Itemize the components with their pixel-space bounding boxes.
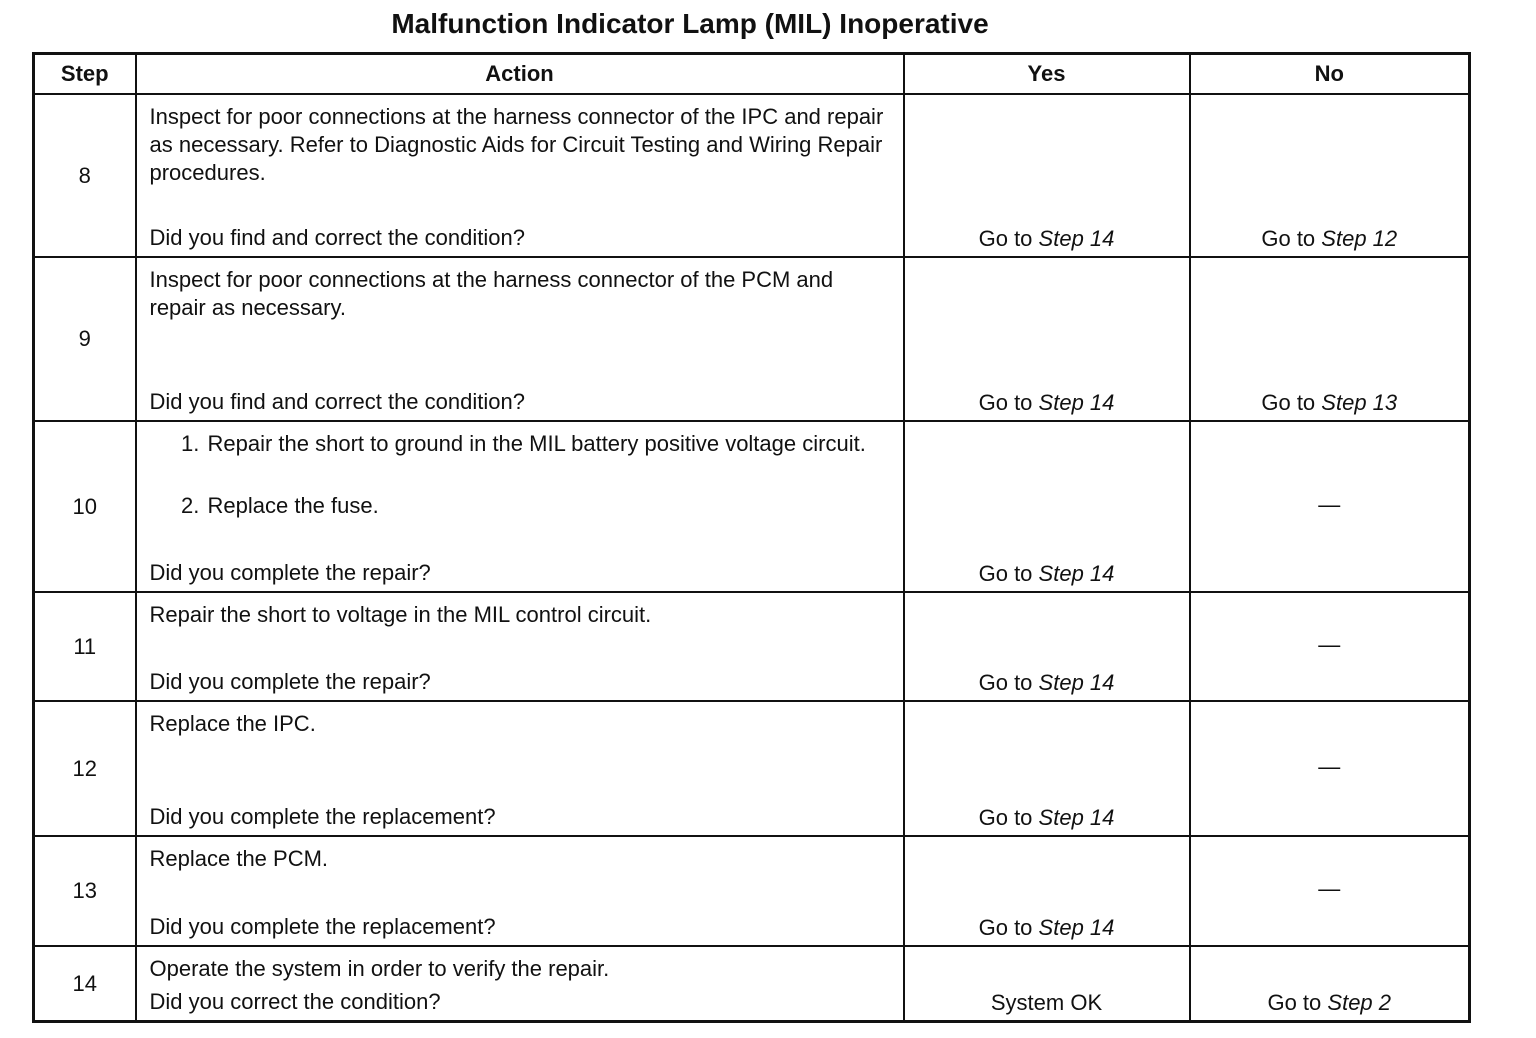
action-question: Did you complete the replacement? [149,914,496,939]
yes-prefix: Go to [978,805,1033,830]
action-text: Operate the system in order to verify the repair. [149,956,610,981]
yes-step-ref: Step 14 [1038,805,1115,830]
yes-cell: System OK [904,946,1190,1022]
yes-prefix: Go to [978,915,1033,940]
step-number: 8 [34,94,136,257]
action-question: Did you complete the repair? [149,669,431,694]
step-number: 12 [34,701,136,836]
yes-cell [904,421,1190,592]
no-step-ref: Step 13 [1321,390,1398,415]
step-number: 9 [34,257,136,421]
yes-cell [904,701,1190,836]
header-action: Action [136,54,904,95]
yes-prefix: Go to [978,390,1033,415]
header-step: Step [34,54,136,95]
action-list-item: 1. Repair the short to ground in the MIL battery positive voltage circuit. [206,430,893,458]
action-cell [136,94,904,257]
step-number: 13 [34,836,136,946]
yes-prefix: Go to [978,226,1033,251]
step-number: 14 [34,946,136,1022]
yes-prefix: Go to [978,561,1033,586]
page-title: Malfunction Indicator Lamp (MIL) Inoperative [391,8,989,39]
table-row [34,836,1470,946]
no-cell-dash: — [1190,592,1470,701]
no-step-ref: Step 2 [1327,990,1392,1015]
step-number: 10 [34,421,136,592]
action-question: Did you complete the repair? [149,560,431,585]
action-cell [136,421,904,592]
action-text: Repair the short to voltage in the MIL control circuit. [149,602,652,627]
action-text: Inspect for poor connections at the harness connector of the IPC and repair as necessary. Refer to Diagnostic Aids for Circuit Testing and Wiring Repair procedures. [149,104,884,185]
no-prefix: Go to [1261,226,1316,251]
no-cell-dash: — [1190,836,1470,946]
action-question: Did you find and correct the condition? [149,389,525,414]
no-step-ref: Step 12 [1321,226,1398,251]
action-question: Did you correct the condition? [149,989,441,1014]
action-text: Inspect for poor connections at the harness connector of the PCM and repair as necessary. [149,267,834,320]
action-cell [136,946,904,1022]
no-cell [1190,94,1470,257]
no-prefix: Go to [1267,990,1322,1015]
yes-step-ref: Step 14 [1038,226,1115,251]
yes-step-ref: Step 14 [1038,670,1115,695]
table-row [34,946,1470,1022]
action-question: Did you complete the replacement? [149,804,496,829]
yes-step-ref: Step 14 [1038,561,1115,586]
table-row [34,421,1470,592]
yes-step-ref: Step 14 [1038,915,1115,940]
header-yes: Yes [904,54,1190,95]
no-cell-dash: — [1190,701,1470,836]
table-row [34,257,1470,421]
action-text: Replace the IPC. [149,711,316,736]
yes-cell [904,592,1190,701]
yes-cell [904,836,1190,946]
action-cell [136,257,904,421]
action-cell [136,836,904,946]
action-text: Replace the PCM. [149,846,329,871]
yes-prefix: Go to [978,670,1033,695]
action-list-item: 2. Replace the fuse. [206,492,893,520]
diagnostic-table [32,52,1471,1023]
table-row [34,94,1470,257]
yes-step-ref: Step 14 [1038,390,1115,415]
step-number: 11 [34,592,136,701]
table-row [34,701,1470,836]
header-row [34,54,1470,95]
header-no: No [1190,54,1470,95]
no-cell [1190,946,1470,1022]
yes-cell [904,94,1190,257]
no-cell-dash: — [1190,421,1470,592]
table-row [34,592,1470,701]
no-cell [1190,257,1470,421]
action-question: Did you find and correct the condition? [149,225,525,250]
action-list [150,430,893,520]
no-prefix: Go to [1261,390,1316,415]
yes-cell [904,257,1190,421]
action-cell [136,592,904,701]
action-cell [136,701,904,836]
